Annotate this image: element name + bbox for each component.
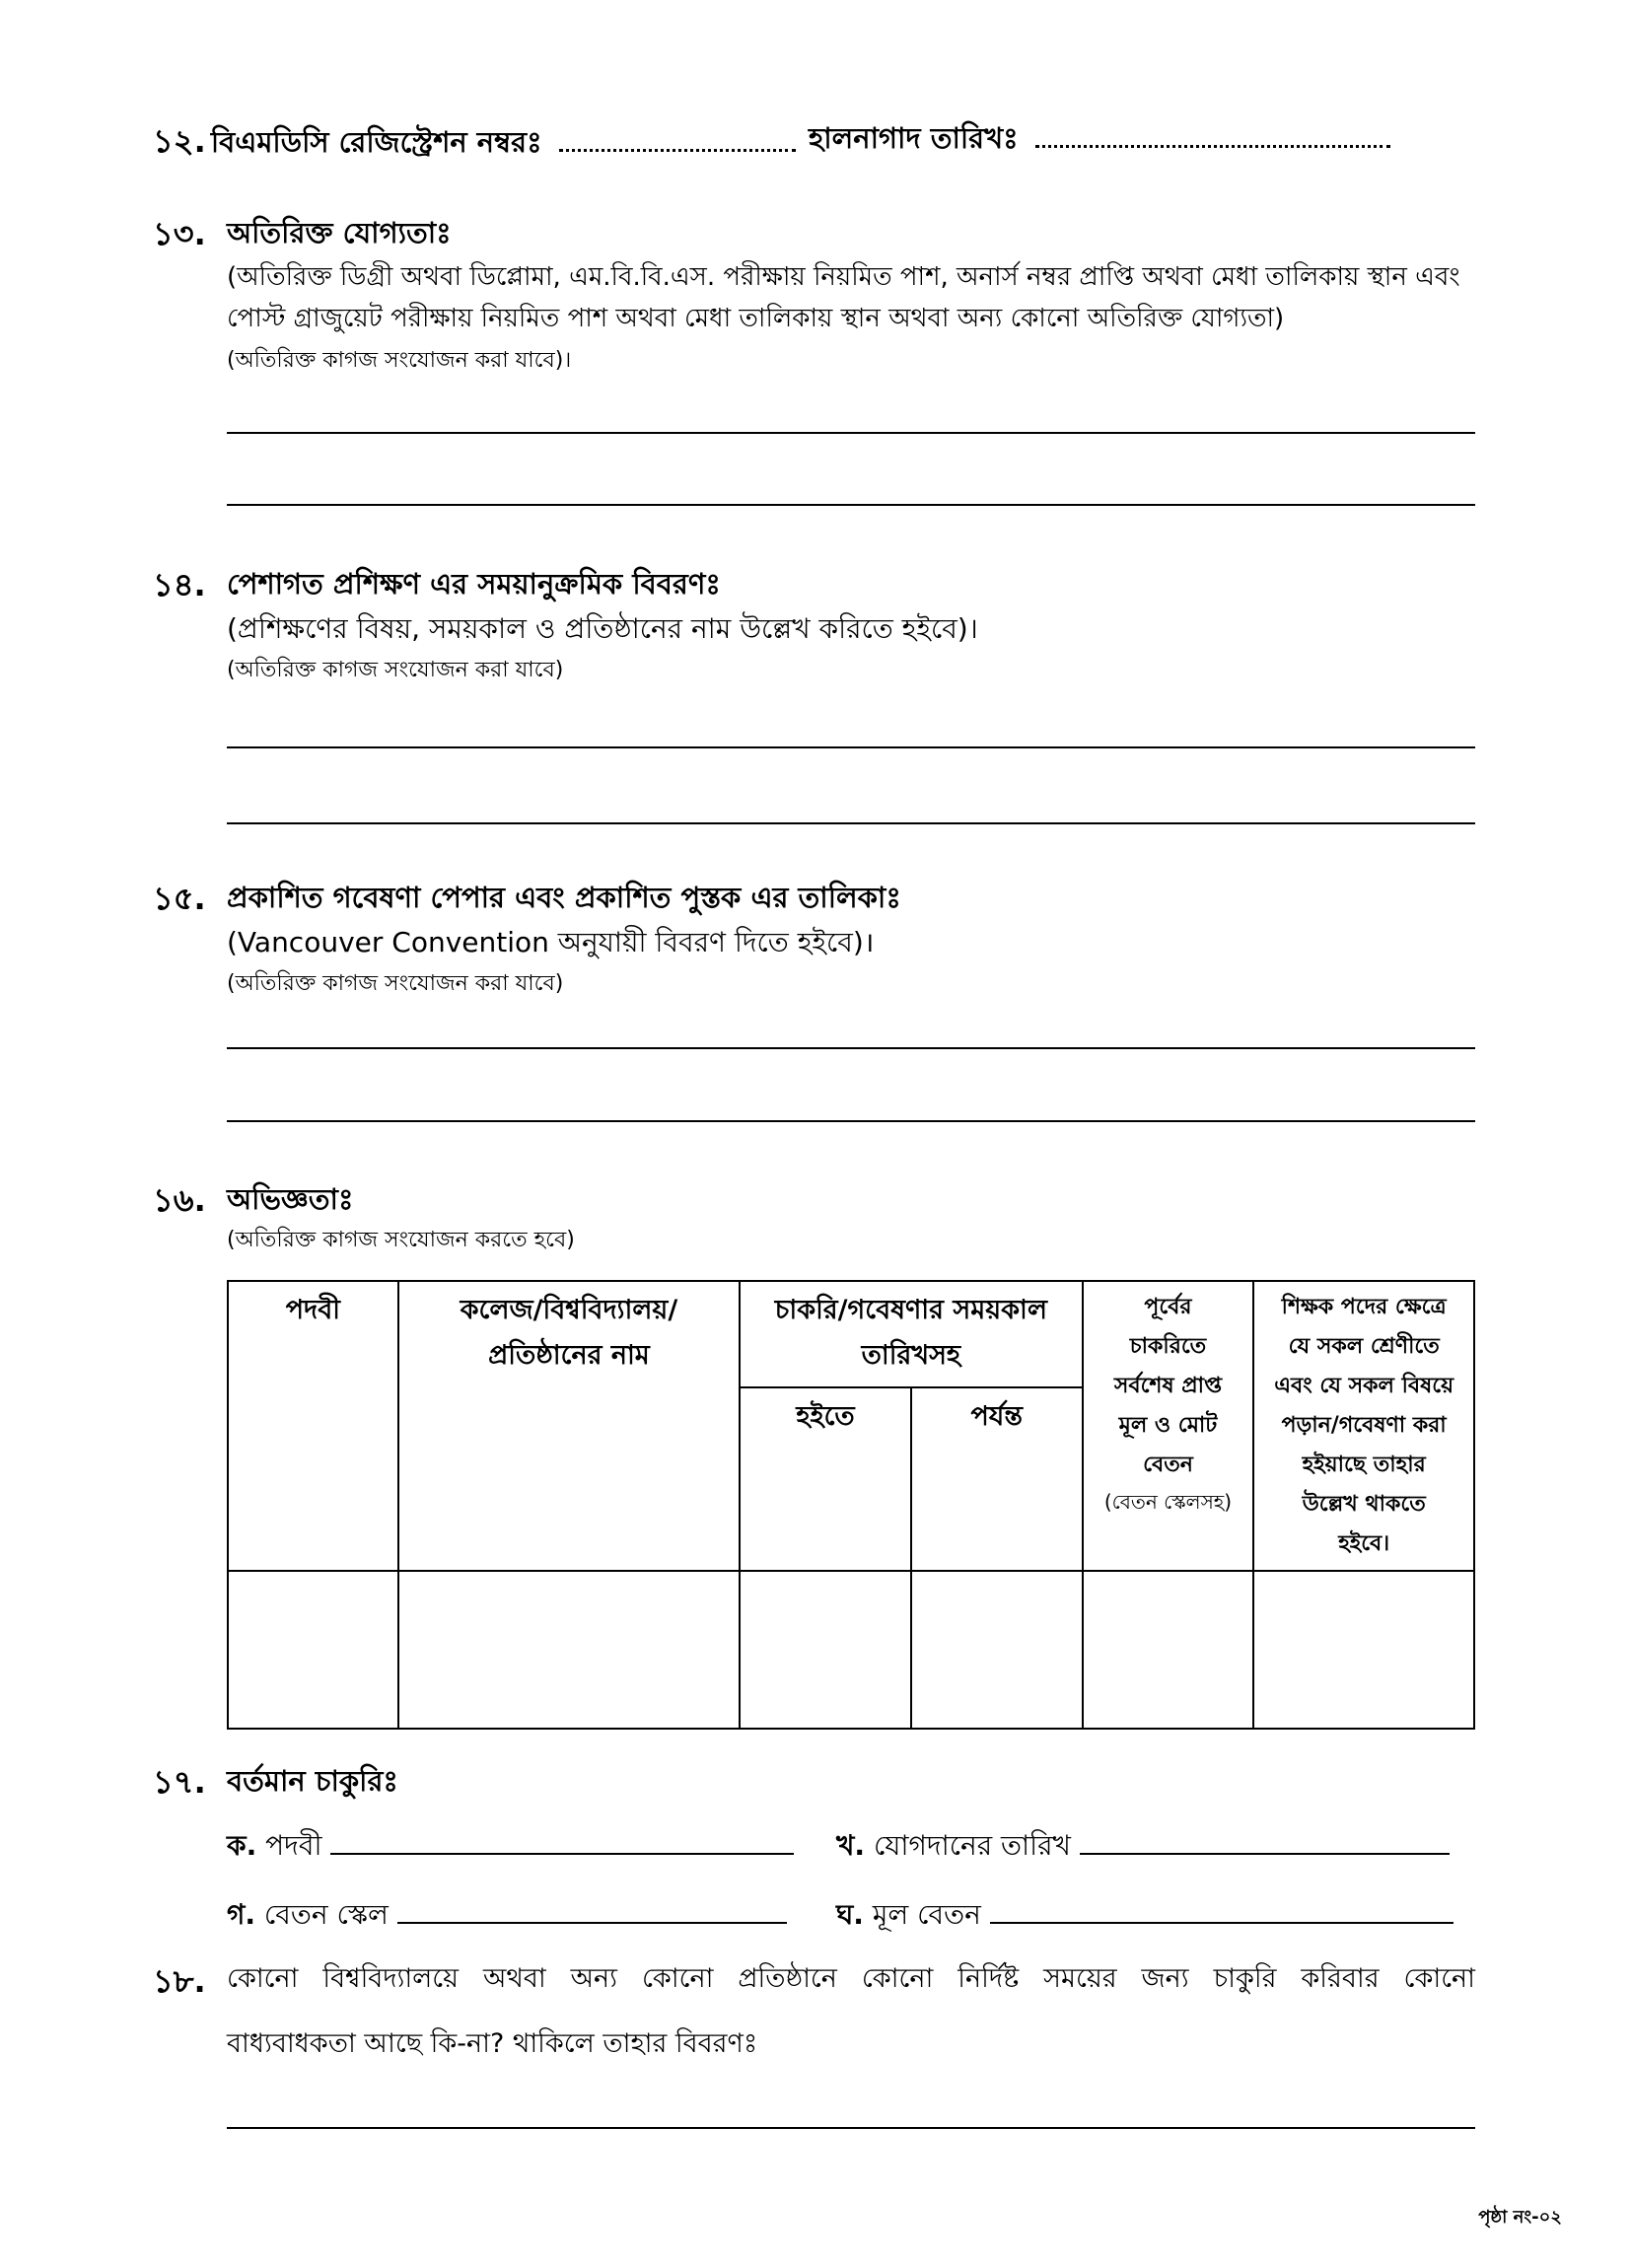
pay-scale-field[interactable] <box>397 1922 787 1924</box>
section-14-answer-line-1[interactable] <box>227 746 1475 748</box>
header-institution-line2: প্রতিষ্ঠানের নাম <box>488 1340 650 1371</box>
page-number: পৃষ্ঠা নং-০২ <box>1478 2207 1562 2228</box>
section-13-number: ১৩. <box>153 215 206 252</box>
section-15-answer-line-1[interactable] <box>227 1047 1475 1049</box>
section-15-title: প্রকাশিত গবেষণা পেপার এবং প্রকাশিত পুস্তক এর তালিকাঃ <box>227 881 901 914</box>
basic-salary <box>836 1893 1454 1940</box>
basic-salary-field[interactable] <box>990 1922 1454 1924</box>
cell-post[interactable] <box>228 1571 398 1729</box>
section-17-title: বর্তমান চাকুরিঃ <box>227 1764 398 1798</box>
section-16-title: অভিজ্ঞতাঃ <box>227 1182 354 1216</box>
section-15-note: (অতিরিক্ত কাগজ সংযোজন করা যাবে) <box>227 971 564 996</box>
pay-scale-label: বেতন স্কেল <box>263 1898 389 1931</box>
header-teaching-line6: উল্লেখ থাকতে <box>1302 1492 1426 1517</box>
header-period-line2: তারিখসহ <box>861 1340 961 1371</box>
current-post-key: ক. <box>227 1829 257 1862</box>
cell-teaching[interactable] <box>1253 1571 1474 1729</box>
section-13-desc-line2: পোস্ট গ্রাজুয়েট পরীক্ষায় নিয়মিত পাশ অথবা মেধা তালিকায় স্থান অথবা অন্য কোনো অতিরিক্ত যোগ্যতা) <box>227 304 1285 333</box>
section-14-title: পেশাগত প্রশিক্ষণ এর সময়ানুক্রমিক বিবরণঃ <box>227 567 721 601</box>
header-salary-line1: পূর্বের <box>1144 1295 1192 1319</box>
pay-scale <box>227 1893 787 1940</box>
header-period <box>740 1281 1082 1387</box>
header-to <box>911 1387 1083 1571</box>
section-13-note: (অতিরিক্ত কাগজ সংযোজন করা যাবে)। <box>227 348 572 373</box>
header-post <box>228 1281 398 1571</box>
header-teaching-line4: পড়ান/গবেষণা করা <box>1281 1413 1447 1438</box>
section-18-answer-line[interactable] <box>227 2127 1475 2129</box>
header-salary-line4: মূল ও মোট <box>1118 1413 1218 1438</box>
current-post-field[interactable] <box>330 1853 794 1855</box>
section-14-number: ১৪. <box>153 566 206 603</box>
joining-date <box>836 1824 1450 1871</box>
basic-salary-label: মূল বেতন <box>872 1898 981 1931</box>
basic-salary-key: ঘ. <box>836 1898 864 1931</box>
header-salary <box>1083 1281 1254 1571</box>
current-post-label: পদবী <box>265 1829 322 1862</box>
header-from-label: হইতে <box>796 1401 855 1432</box>
section-16-note: (অতিরিক্ত কাগজ সংযোজন করতে হবে) <box>227 1228 575 1252</box>
header-teaching-line1: শিক্ষক পদের ক্ষেত্রে <box>1281 1295 1447 1319</box>
section-18-line2: বাধ্যবাধকতা আছে কি-না? থাকিলে তাহার বিবরণঃ <box>227 2028 758 2059</box>
section-13-desc-line1: (অতিরিক্ত ডিগ্রী অথবা ডিপ্লোমা, এম.বি.বি.এস. পরীক্ষায় নিয়মিত পাশ, অনার্স নম্বর প্রাপ্তি অথবা মেধা তালিকায় স্থান এবং <box>227 262 1460 292</box>
header-to-label: পর্যন্ত <box>970 1401 1023 1432</box>
pay-scale-key: গ. <box>227 1898 255 1931</box>
cell-institution[interactable] <box>398 1571 740 1729</box>
header-from <box>740 1387 911 1571</box>
bmdc-registration-label: বিএমডিসি রেজিস্ট্রেশন নম্বরঃ <box>210 125 542 159</box>
header-salary-line3: সর্বশেষ প্রাপ্ত <box>1113 1374 1223 1398</box>
header-institution-line1: কলেজ/বিশ্ববিদ্যালয়/ <box>460 1295 678 1325</box>
section-15-number: ১৫. <box>153 880 206 917</box>
bmdc-registration-field[interactable] <box>559 149 796 152</box>
header-teaching-line5: হইয়াছে তাহার <box>1302 1453 1426 1477</box>
header-salary-note: (বেতন স্কেলসহ) <box>1103 1490 1233 1514</box>
section-14-desc: (প্রশিক্ষণের বিষয়, সময়কাল ও প্রতিষ্ঠানের নাম উল্লেখ করিতে হইবে)। <box>227 612 978 645</box>
experience-table <box>227 1280 1475 1730</box>
joining-date-label: যোগদানের তারিখ <box>873 1829 1071 1862</box>
section-13-answer-line-2[interactable] <box>227 504 1475 506</box>
cell-salary[interactable] <box>1083 1571 1254 1729</box>
header-institution <box>398 1281 740 1571</box>
section-12-number: ১২. <box>153 122 206 160</box>
joining-date-field[interactable] <box>1080 1853 1450 1855</box>
update-date <box>809 116 1390 165</box>
header-teaching-line7: হইবে। <box>1338 1531 1390 1556</box>
section-15-desc: (Vancouver Convention অনুযায়ী বিবরণ দিতে হইবে)। <box>227 926 875 958</box>
header-teaching <box>1253 1281 1474 1571</box>
section-14-note: (অতিরিক্ত কাগজ সংযোজন করা যাবে) <box>227 658 564 682</box>
section-13-title: অতিরিক্ত যোগ্যতাঃ <box>227 216 452 249</box>
current-post <box>227 1824 794 1871</box>
header-salary-line5: বেতন <box>1143 1453 1193 1477</box>
header-salary-line2: চাকরিতে <box>1129 1334 1207 1359</box>
section-14-answer-line-2[interactable] <box>227 822 1475 824</box>
cell-to[interactable] <box>911 1571 1083 1729</box>
header-post-label: পদবী <box>285 1295 340 1325</box>
header-teaching-line3: এবং যে সকল বিষয়ে <box>1274 1374 1454 1398</box>
cell-from[interactable] <box>740 1571 911 1729</box>
section-15-answer-line-2[interactable] <box>227 1120 1475 1122</box>
section-13-answer-line-1[interactable] <box>227 432 1475 434</box>
joining-date-key: খ. <box>836 1829 866 1862</box>
update-date-label: হালনাগাদ তারিখঃ <box>809 121 1019 155</box>
section-16-number: ১৬. <box>153 1181 206 1219</box>
section-18-number: ১৮. <box>153 1962 206 2000</box>
section-18-line1: কোনো বিশ্ববিদ্যালয়ে অথবা অন্য কোনো প্রতিষ্ঠানে কোনো নির্দিষ্ট সময়ের জন্য চাকুরি করিবার কোনো <box>227 1963 1475 1994</box>
header-period-line1: চাকরি/গবেষণার সময়কাল <box>774 1295 1047 1325</box>
update-date-field[interactable] <box>1035 145 1390 148</box>
section-12 <box>153 116 796 170</box>
table-row <box>228 1571 1474 1729</box>
header-teaching-line2: যে সকল শ্রেণীতে <box>1288 1334 1440 1359</box>
section-17-number: ১৭. <box>153 1763 206 1801</box>
